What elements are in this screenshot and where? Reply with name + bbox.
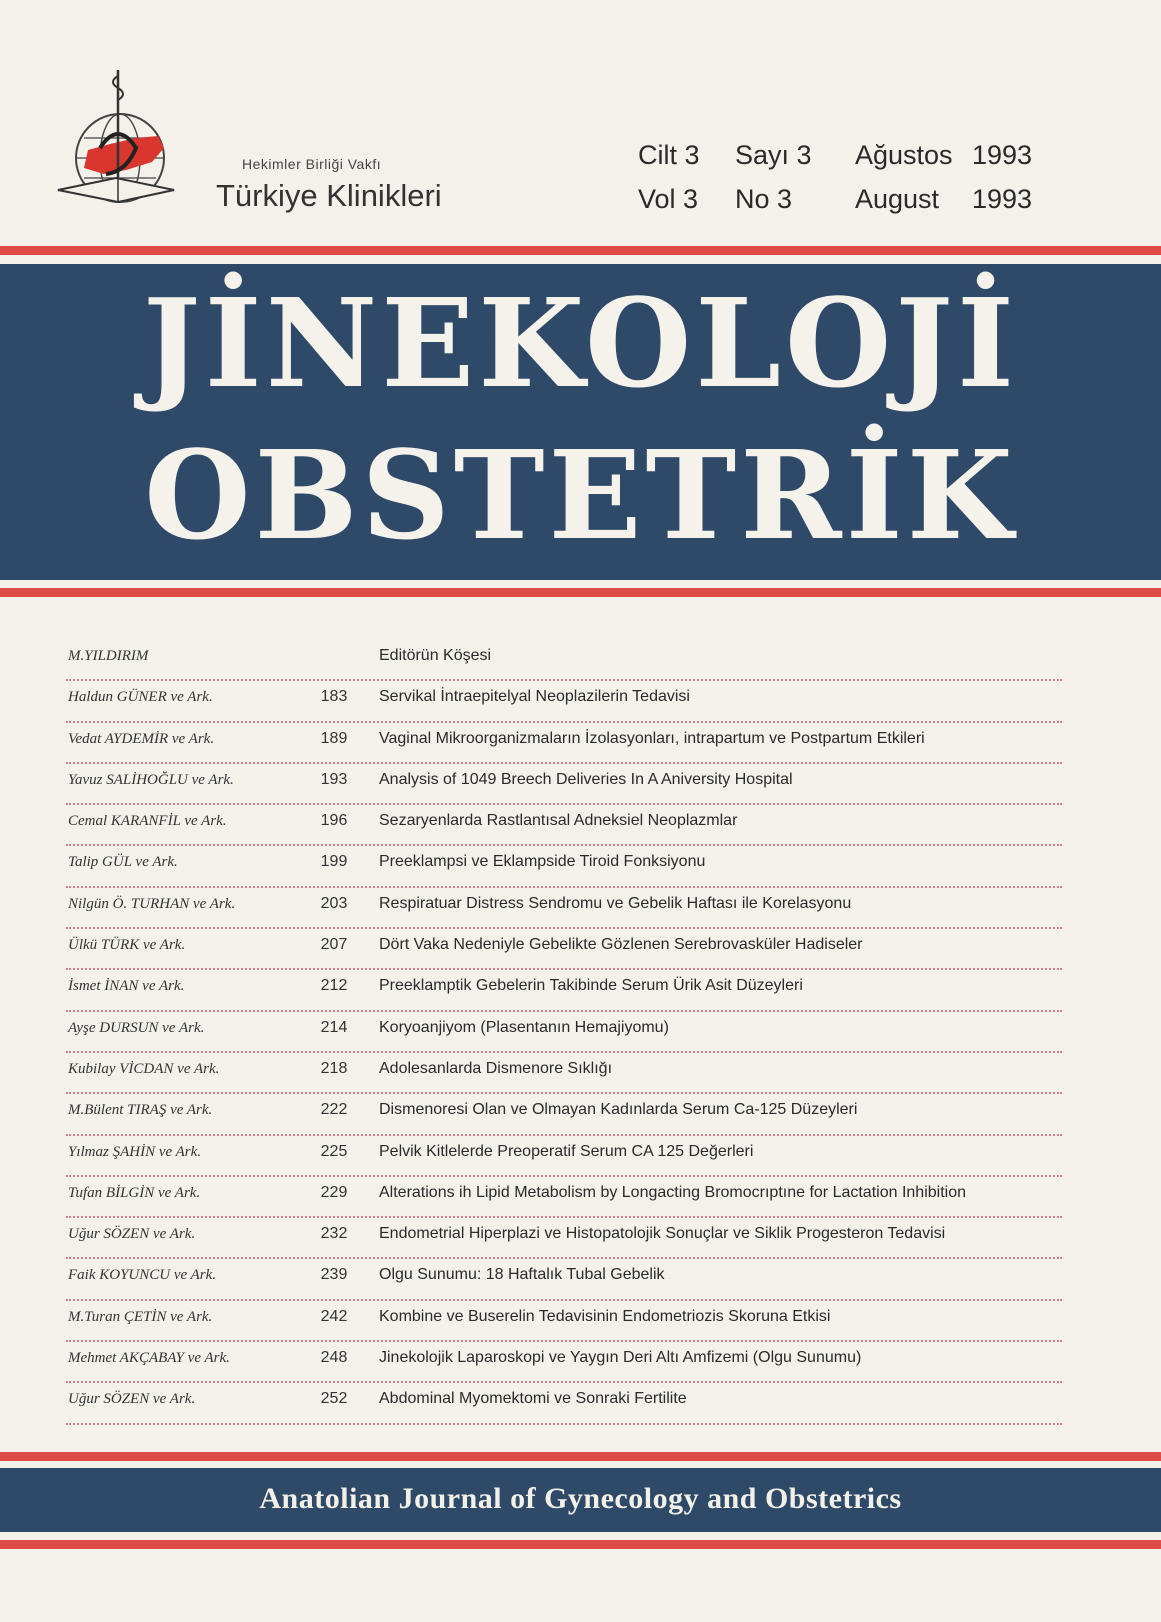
foundation-logo-icon [54, 66, 178, 206]
toc-row [66, 846, 1062, 887]
toc-page-number: 242 [320, 1307, 348, 1325]
toc-article-title: Analysis of 1049 Breech Deliveries In A Aniversity Hospital [379, 770, 793, 788]
masthead-title-line1: JİNEKOLOJİ [142, 271, 1019, 415]
top-red-stripe [0, 246, 1161, 255]
toc-page-number: 218 [320, 1059, 348, 1077]
toc-author: Nilgün Ö. TURHAN ve Ark. [68, 895, 236, 912]
masthead-title-line2: OBSTETRİK [144, 423, 1017, 567]
table-of-contents [66, 640, 1062, 1425]
toc-page-number: 203 [320, 894, 348, 912]
toc-page-number: 196 [320, 812, 348, 830]
brand-name: Türkiye Klinikleri [216, 178, 442, 213]
foundation-name: Hekimler Birliği Vakfı [242, 156, 382, 172]
footer-bottom-red-stripe [0, 1540, 1161, 1549]
toc-article-title: Servikal İntraepitelyal Neoplazilerin Tedavisi [379, 688, 690, 706]
toc-row [66, 1218, 1062, 1259]
toc-author: Yavuz SALİHOĞLU ve Ark. [68, 771, 234, 788]
toc-page-number: 252 [320, 1390, 348, 1408]
issue-year-en: 1993 [972, 184, 1033, 214]
toc-author: Haldun GÜNER ve Ark. [68, 689, 213, 706]
issue-number-tr: Sayı 3 [735, 140, 812, 170]
toc-row [66, 1053, 1062, 1094]
toc-author: Faik KOYUNCU ve Ark. [68, 1267, 217, 1284]
toc-row [66, 805, 1062, 846]
toc-row [66, 1342, 1062, 1383]
toc-article-title: Sezaryenlarda Rastlantısal Adneksiel Neoplazmlar [379, 812, 738, 830]
toc-author: M.YILDIRIM [68, 648, 149, 664]
issue-month-en: August [855, 184, 940, 214]
toc-page-number: 183 [320, 688, 348, 706]
issue-number-en: No 3 [735, 184, 793, 214]
toc-author: Talip GÜL ve Ark. [68, 854, 178, 871]
toc-row [66, 970, 1062, 1011]
toc-page-number: 199 [320, 853, 348, 871]
toc-article-title: Alterations ih Lipid Metabolism by Longacting Bromocrıptıne for Lactation Inhibition [379, 1183, 966, 1201]
issue-year-tr: 1993 [972, 140, 1033, 170]
toc-row [66, 764, 1062, 805]
toc-author: Uğur SÖZEN ve Ark. [68, 1226, 196, 1243]
toc-article-title: Abdominal Myomektomi ve Sonraki Fertilite [379, 1390, 687, 1408]
toc-article-title: Respiratuar Distress Sendromu ve Gebelik Haftası ile Korelasyonu [379, 894, 852, 912]
toc-page-number: 248 [320, 1349, 348, 1367]
toc-row [66, 681, 1062, 722]
toc-article-title: Kombine ve Buserelin Tedavisinin Endometriozis Skoruna Etkisi [379, 1307, 831, 1325]
toc-author: Ülkü TÜRK ve Ark. [68, 937, 186, 954]
toc-author: Kubilay VİCDAN ve Ark. [68, 1060, 220, 1077]
toc-author: İsmet İNAN ve Ark. [68, 978, 185, 995]
toc-page-number: 222 [320, 1101, 348, 1119]
toc-article-title: Olgu Sunumu: 18 Haftalık Tubal Gebelik [379, 1266, 665, 1284]
toc-article-title: Adolesanlarda Dismenore Sıklığı [379, 1059, 613, 1077]
toc-author: M.Bülent TIRAŞ ve Ark. [68, 1102, 213, 1119]
toc-row [66, 1177, 1062, 1218]
toc-page-number: 207 [320, 936, 348, 954]
toc-row [66, 640, 1062, 681]
toc-row [66, 888, 1062, 929]
toc-row [66, 929, 1062, 970]
toc-author: Uğur SÖZEN ve Ark. [68, 1391, 196, 1408]
toc-article-title: Vaginal Mikroorganizmaların İzolasyonları, intrapartum ve Postpartum Etkileri [379, 729, 925, 747]
toc-row [66, 1383, 1062, 1424]
toc-article-title: Preeklamptik Gebelerin Takibinde Serum Ürik Asit Düzeyleri [379, 977, 803, 995]
toc-article-title: Koryoanjiyom (Plasentanın Hemajiyomu) [379, 1018, 669, 1036]
toc-page-number: 232 [320, 1225, 348, 1243]
toc-article-title: Dört Vaka Nedeniyle Gebelikte Gözlenen Serebrovasküler Hadiseler [379, 936, 863, 954]
toc-article-title: Dismenoresi Olan ve Olmayan Kadınlarda Serum Ca-125 Düzeyleri [379, 1101, 858, 1119]
journal-english-title: Anatolian Journal of Gynecology and Obstetrics [259, 1482, 902, 1515]
toc-author: Yılmaz ŞAHİN ve Ark. [68, 1143, 202, 1160]
toc-author: Mehmet AKÇABAY ve Ark. [68, 1350, 230, 1367]
toc-page-number: 212 [320, 977, 348, 995]
toc-author: Tufan BİLGİN ve Ark. [68, 1184, 201, 1201]
toc-page-number: 214 [320, 1018, 348, 1036]
toc-article-title: Jinekolojik Laparoskopi ve Yaygın Deri Altı Amfizemi (Olgu Sunumu) [379, 1349, 862, 1367]
toc-row [66, 1259, 1062, 1300]
toc-row [66, 723, 1062, 764]
toc-page-number: 239 [320, 1266, 348, 1284]
toc-article-title: Editörün Köşesi [379, 647, 492, 664]
toc-article-title: Endometrial Hiperplazi ve Histopatolojik Sonuçlar ve Siklik Progesteron Tedavisi [379, 1225, 946, 1243]
toc-page-number: 189 [320, 729, 348, 747]
toc-page-number: 229 [320, 1183, 348, 1201]
issue-month-tr: Ağustos [855, 140, 953, 170]
toc-page-number: 225 [320, 1142, 348, 1160]
toc-row [66, 1301, 1062, 1342]
toc-author: Vedat AYDEMİR ve Ark. [68, 730, 215, 747]
masthead-bottom-red-stripe [0, 588, 1161, 597]
toc-author: Ayşe DURSUN ve Ark. [68, 1019, 205, 1036]
toc-article-title: Preeklampsi ve Eklampside Tiroid Fonksiyonu [379, 853, 706, 871]
toc-row [66, 1012, 1062, 1053]
toc-row [66, 1136, 1062, 1177]
issue-volume-en: Vol 3 [638, 184, 699, 214]
toc-author: M.Turan ÇETİN ve Ark. [68, 1308, 213, 1325]
toc-article-title: Pelvik Kitlelerde Preoperatif Serum CA 125 Değerleri [379, 1142, 754, 1160]
issue-volume-tr: Cilt 3 [638, 140, 700, 170]
toc-author: Cemal KARANFİL ve Ark. [68, 813, 227, 830]
footer-top-red-stripe [0, 1452, 1161, 1461]
toc-page-number: 193 [320, 770, 348, 788]
toc-row [66, 1094, 1062, 1135]
